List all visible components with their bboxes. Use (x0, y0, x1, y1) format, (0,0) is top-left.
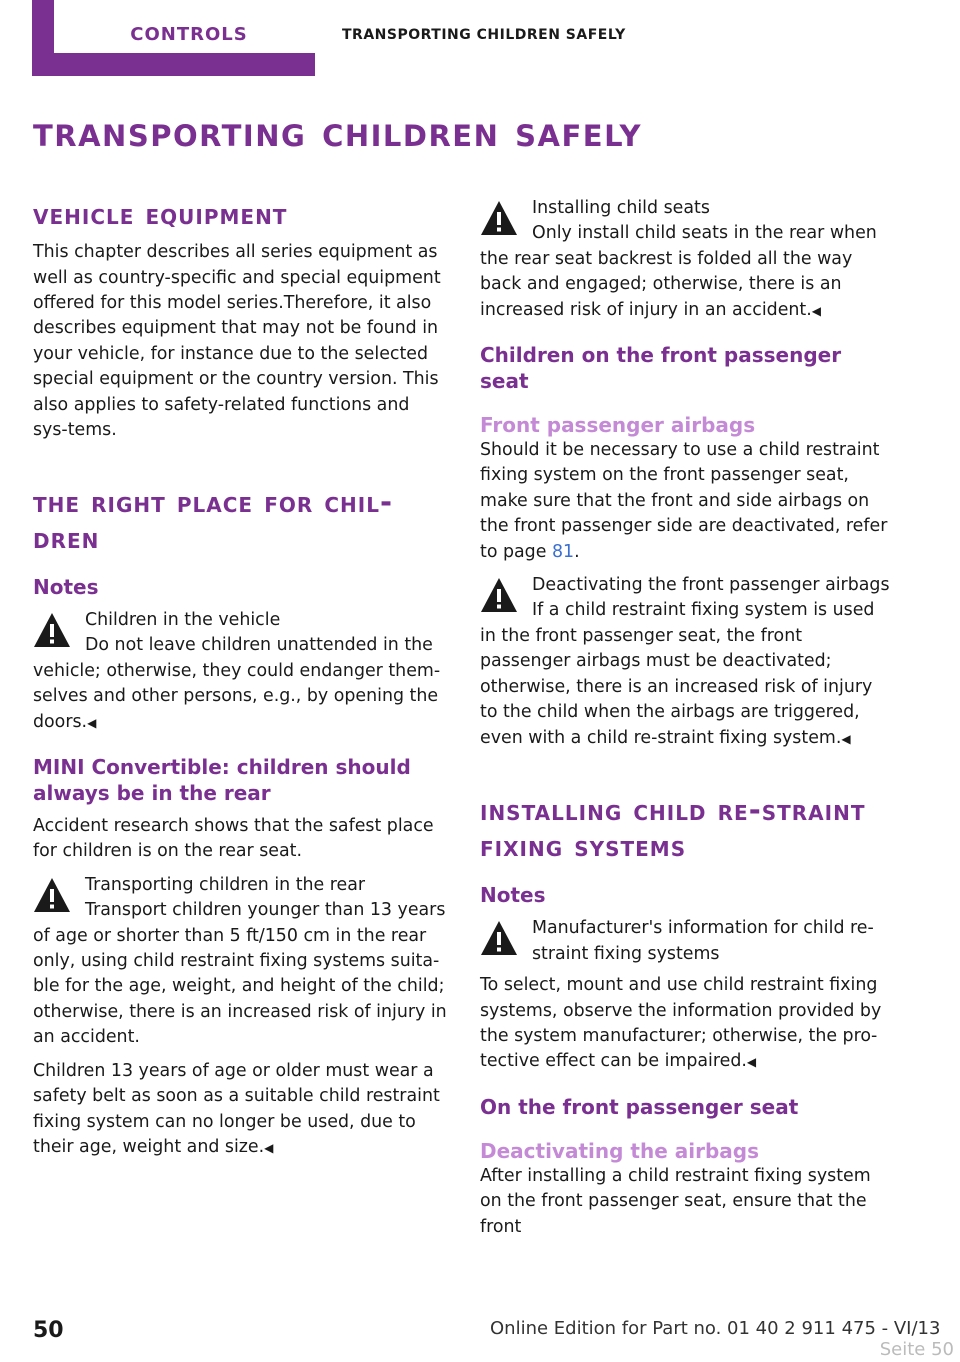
children-13-body: Children 13 years of age or older must wear a safety belt as soon as a suitable child restraint fixing system can no longer be used, due to their age, weight and size. (33, 1060, 440, 1157)
chapter-tab-inner (54, 0, 324, 53)
warning-triangle-icon (480, 919, 518, 959)
heading-notes-right: Notes (480, 883, 546, 908)
warning-text: Do not leave children unattended in the vehicle; otherwise, they could endanger them‐selves and other persons, e.g., by opening the doors. (33, 635, 441, 732)
page-number: 50 (33, 1318, 64, 1343)
chapter-tab-label: CONTROLS (130, 24, 248, 45)
page-81-link[interactable]: 81 (551, 541, 575, 562)
heading-front-passenger-seat: Children on the front passenger seat (480, 343, 842, 394)
warning-manufacturer-info (480, 916, 895, 967)
heading-on-front-seat: On the front passenger seat (480, 1094, 799, 1119)
warning-text: Only install child seats in the rear when the rear seat backrest is folded all the way back and engaged; otherwise, there is an increased risk of injury in an accident. (480, 223, 877, 320)
front-airbags-period: . (574, 541, 580, 562)
warning-deactivating-airbags (480, 573, 895, 752)
front-airbags-body: Should it be necessary to use a child restraint fixing system on the front passenger seat, make sure that the front and side airbags on the front passenger side are deactivated, refer to page (480, 440, 888, 562)
front-airbags-text (480, 438, 895, 565)
watermark: Seite 50 (879, 1339, 954, 1360)
heading-right-place: the right place for chil‐dren (33, 484, 393, 555)
end-mark: ◀ (811, 303, 822, 318)
page-title: transporting children safely (33, 108, 643, 156)
warning-title: Deactivating the front passenger airbags (532, 575, 890, 596)
warning-text: If a child restraint fixing system is used in the front passenger seat, the front passenger airbags must be deactivated; otherwise, there is an increased risk of injury to the child when the airbags are triggered, even with a child re‐straint fixing system. (480, 600, 875, 748)
warning-triangle-icon (33, 876, 71, 916)
select-mount-text (480, 973, 895, 1076)
subheading-front-airbags: Front passenger airbags (480, 413, 756, 438)
edition-footer: Online Edition for Part no. 01 40 2 911 475 - VI/13 (490, 1318, 941, 1339)
vehicle-equipment-text: This chapter describes all series equipment as well as country-specific and special equipment offered for this model series.Therefore, it also describes equipment that may not be found in your vehicle, for instance due to the selected special equipment or the country version. This also applies to safety-related functions and sys‐tems. (33, 242, 441, 441)
warning-triangle-icon (480, 199, 518, 239)
warning-installing-child-seats (480, 196, 895, 324)
warning-title: Transporting children in the rear (85, 874, 366, 895)
right-column (480, 196, 895, 1240)
warning-text: Transport children younger than 13 years of age or shorter than 5 ft/150 cm in the rear only, using child restraint fixing systems suita‐ble for the age, weight, and height of the child; otherwise, there is an increased risk of injury in an accident. (33, 900, 447, 1048)
chapter-tab (32, 0, 315, 76)
select-mount-body: To select, mount and use child restraint fixing systems, observe the information provided by the system manufacturer; otherwise, the pro‐tective effect can be impaired. (480, 975, 882, 1072)
end-mark: ◀ (841, 731, 851, 746)
warning-title: Installing child seats (532, 198, 710, 218)
warning-triangle-icon (33, 611, 71, 651)
end-mark: ◀ (746, 1055, 757, 1070)
warning-title: Manufacturer's information for child re‐straint fixing systems (532, 918, 874, 964)
heading-vehicle-equipment: vehicle equipment (33, 197, 288, 231)
heading-installing-systems: installing child re‐straint fixing systems (480, 792, 866, 864)
subheading-deactivating-airbags: Deactivating the airbags (480, 1138, 759, 1163)
children-13-text (33, 1059, 448, 1162)
end-mark: ◀ (264, 1140, 274, 1155)
accident-research-text: Accident research shows that the safest place for children is on the rear seat. (33, 816, 434, 862)
running-head: TRANSPORTING CHILDREN SAFELY (342, 27, 626, 43)
heading-notes: Notes (33, 575, 99, 599)
warning-children-in-vehicle (33, 608, 448, 736)
heading-convertible: MINI Convertible: children should always be in the rear (33, 755, 411, 806)
end-mark: ◀ (87, 715, 97, 730)
warning-transporting-rear (33, 873, 448, 1051)
warning-title: Children in the vehicle (85, 610, 281, 630)
after-installing-text: After installing a child restraint fixing system on the front passenger seat, ensure that the front (480, 1165, 871, 1237)
left-column (33, 196, 448, 1161)
warning-triangle-icon (480, 576, 518, 616)
